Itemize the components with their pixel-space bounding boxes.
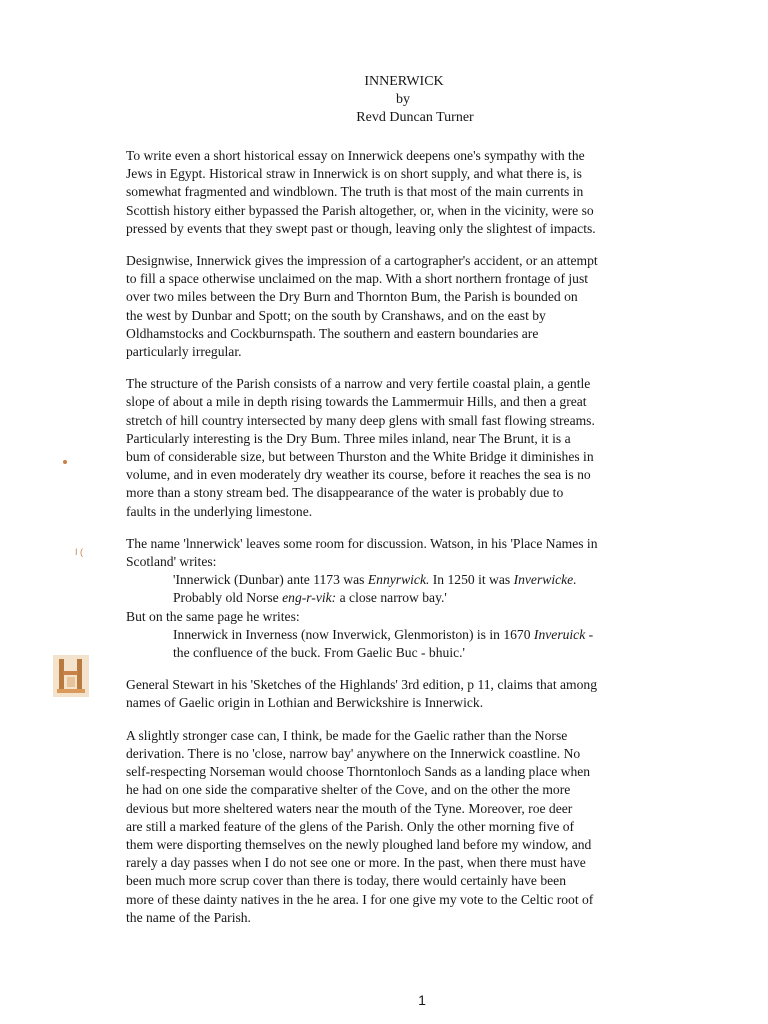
text-line: he had on one side the comparative shelter of the Cove, and on the other the more	[126, 782, 571, 798]
text-line: slope of about a mile in depth rising towards the Lammermuir Hills, and then a great	[126, 394, 587, 410]
text-line: faults in the underlying limestone.	[126, 503, 313, 519]
text-line: Scottish history either bypassed the Parish altogether, or, when in the vicinity, were so	[126, 202, 594, 218]
quote-text: Probably old Norse	[173, 590, 283, 606]
paragraph-1	[126, 147, 692, 238]
text-line: But on the same page he writes:	[126, 608, 300, 624]
paragraph-4	[126, 535, 692, 662]
quote-line	[126, 589, 692, 607]
text-line: particularly irregular.	[126, 344, 242, 360]
quote-text: -	[585, 626, 594, 642]
text-line: the west by Dunbar and Spott; on the south by Cranshaws, and on the east by	[126, 307, 546, 323]
document-body	[126, 147, 692, 941]
text-line: The name 'lnnerwick' leaves some room for discussion. Watson, in his 'Place Names in	[126, 535, 598, 551]
document-title: INNERWICK	[364, 74, 444, 89]
text-line: Designwise, Innerwick gives the impression of a cartographer's accident, or an attempt	[126, 253, 598, 269]
text-line: devious but more sheltered waters near the mouth of the Tyne. Moreover, roe deer	[126, 800, 573, 816]
text-line: derivation. There is no 'close, narrow bay' anywhere on the Innerwick coastline. No	[126, 745, 581, 761]
quote-text: Innerwick in Inverness (now Inverwick, Glenmoriston) is in 1670	[173, 626, 534, 642]
text-line: volume, and in even moderately dry weather its course, before it reaches the sea is no	[126, 467, 591, 483]
paragraph-6	[126, 727, 692, 927]
text-line: are still a marked feature of the glens of the Parish. Only the other morning five of	[126, 818, 575, 834]
text-line: Scotland' writes:	[126, 554, 217, 570]
text-line: Jews in Egypt. Historical straw in Innerwick is on short supply, and what there is, is	[126, 166, 582, 182]
page-number: 1	[418, 992, 426, 1008]
text-line: somewhat fragmented and windblown. The truth is that most of the main currents in	[126, 184, 584, 200]
quote-line	[126, 571, 692, 589]
quote-line: the confluence of the buck. From Gaelic Buc - bhuic.'	[173, 645, 465, 661]
text-line: self-respecting Norseman would choose Thorntonloch Sands as a landing place when	[126, 764, 591, 780]
text-line: them were disporting themselves on the newly ploughed land before my window, and	[126, 836, 592, 852]
quote-emphasis: Inverwicke.	[513, 572, 577, 588]
quote-emphasis: Ennyrwick.	[367, 572, 430, 588]
text-line: Oldhamstocks and Cockburnspath. The southern and eastern boundaries are	[126, 325, 539, 341]
text-line: over two miles between the Dry Burn and Thornton Bum, the Parish is bounded on	[126, 289, 578, 305]
title-block	[0, 73, 768, 127]
document-author: Revd Duncan Turner	[356, 110, 474, 125]
title-by: by	[396, 92, 410, 107]
quote-text: a close narrow bay.'	[336, 590, 447, 606]
margin-dot-mark	[63, 460, 67, 464]
text-line: bum of considerable size, but between Thurston and the White Bridge it diminishes in	[126, 449, 594, 465]
text-line: pressed by events that they swept past or though, leaving only the slightest of impacts.	[126, 220, 596, 236]
paragraph-2	[126, 252, 692, 361]
margin-figure-icon	[53, 655, 89, 697]
paragraph-5	[126, 676, 692, 712]
quote-emphasis: eng-r-vik:	[282, 590, 337, 606]
text-line: Particularly interesting is the Dry Bum. Three miles inland, near The Brunt, it is a	[126, 430, 571, 446]
text-line: names of Gaelic origin in Lothian and Berwickshire is Innerwick.	[126, 695, 484, 711]
text-line: stretch of hill country intersected by many deep glens with small fast flowing streams.	[126, 412, 595, 428]
text-line: To write even a short historical essay on Innerwick deepens one's sympathy with the	[126, 148, 585, 163]
quote-emphasis: Inveruick	[533, 626, 586, 642]
text-line: been much more scrup cover than there is today, there would certainly have been	[126, 873, 566, 889]
text-line: The structure of the Parish consists of a narrow and very fertile coastal plain, a gentle	[126, 376, 591, 392]
text-line: the name of the Parish.	[126, 909, 251, 925]
text-line: rarely a day passes when I do not see one or more. In the past, when there must have	[126, 855, 586, 871]
margin-small-mark: I (	[75, 547, 83, 557]
text-line: more of these dainty natives in the he area. I for one give my vote to the Celtic root of	[126, 891, 594, 907]
quote-line	[126, 626, 692, 644]
paragraph-3	[126, 375, 692, 521]
quote-text: In 1250 it was	[429, 572, 514, 588]
quote-text: 'Innerwick (Dunbar) ante 1173 was	[173, 572, 368, 588]
text-line: General Stewart in his 'Sketches of the Highlands' 3rd edition, p 11, claims that among	[126, 677, 598, 693]
text-line: A slightly stronger case can, I think, be made for the Gaelic rather than the Norse	[126, 727, 568, 743]
text-line: more than a stony stream bed. The disappearance of the water is probably due to	[126, 485, 564, 501]
text-line: to fill a space otherwise unclaimed on the map. With a short northern frontage of just	[126, 271, 589, 287]
